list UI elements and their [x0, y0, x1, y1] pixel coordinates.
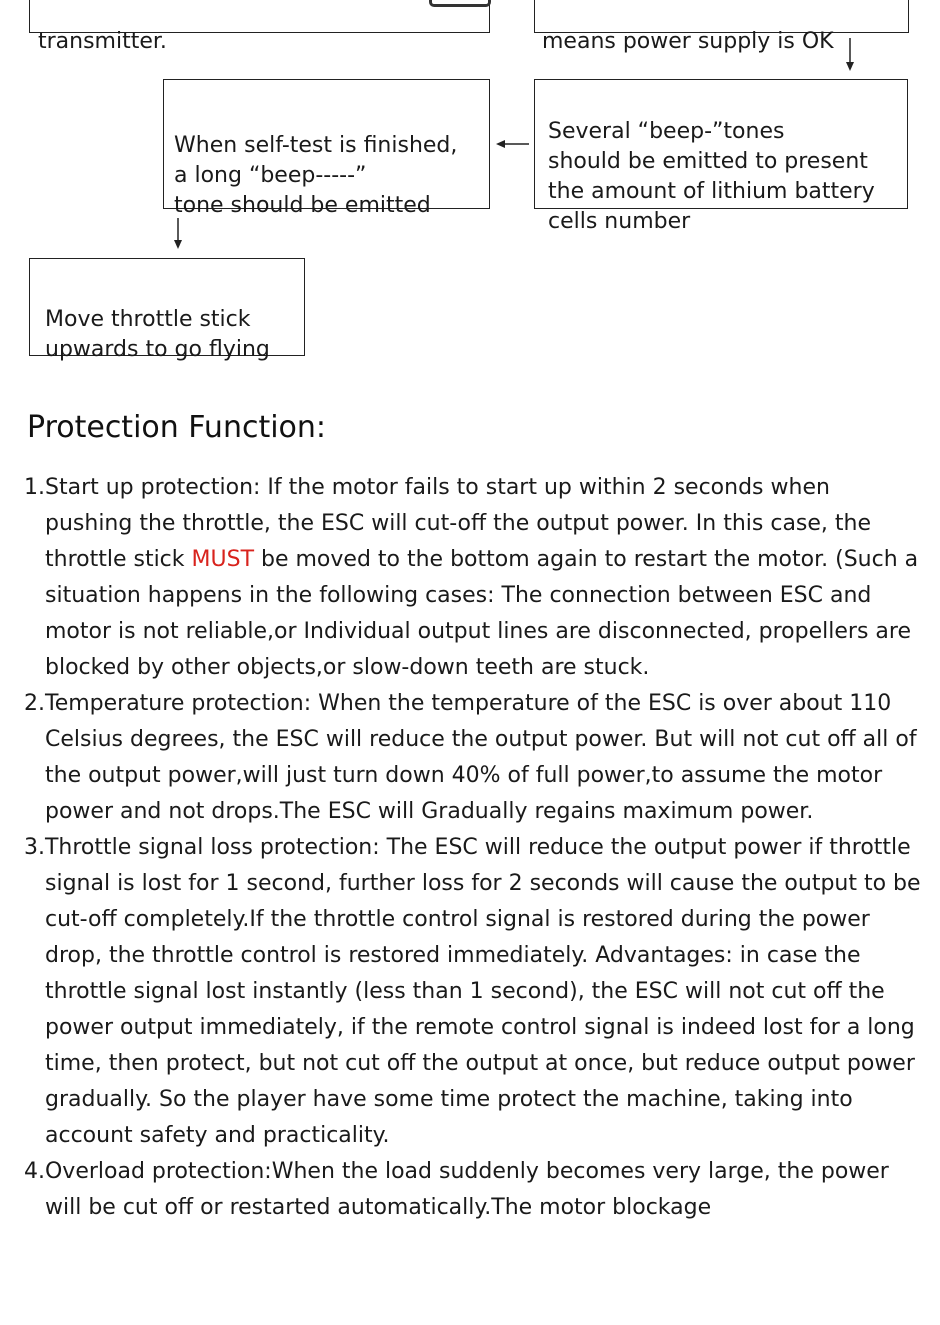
transmitter-icon: [429, 0, 491, 7]
arrow-left: [496, 138, 530, 150]
protection-item-startup-text-cont: be moved to the bottom again to restart the motor. (Such a situation happens in the following cases: The connection between ESC and motor is not reliable,or Individual output lines are disconnected, propellers are blocked by other objects,or slow-down teeth are stuck.: [45, 547, 919, 680]
flow-box-selftest-text: When self-test is finished, a long “beep-----” tone should be emitted: [174, 133, 458, 218]
protection-item-startup-text: 1.Start up protection: If the motor fails to start up within 2 seconds when pushing the throttle, the ESC will cut-off the output power. In this case, the throttle stick: [24, 475, 872, 572]
protection-item-startup: [24, 470, 924, 686]
arrow-down-left: [172, 218, 184, 250]
flow-box-power-text: means power supply is OK: [542, 29, 834, 54]
flow-box-beeps: [534, 79, 908, 234]
flow-box-power: [534, 0, 909, 54]
must-emphasis: MUST: [191, 547, 255, 572]
flow-box-transmitter-text: transmitter.: [38, 29, 167, 54]
flow-box-selftest: [163, 79, 490, 218]
arrow-down-right: [844, 38, 856, 72]
flow-box-beeps-text: Several “beep-”tones should be emitted to present the amount of lithium battery cells number: [548, 119, 875, 234]
protection-list: [24, 470, 924, 1226]
protection-item-overload: 4.Overload protection:When the load suddenly becomes very large, the power will be cut off or restarted automatically.The motor blockage: [24, 1159, 889, 1220]
protection-item-signal-loss: 3.Throttle signal loss protection: The ESC will reduce the output power if throttle signal is lost for 1 second, further loss for 2 seconds will cause the output to be cut-off completely.If the throttle control signal is restored during the power drop, the throttle control is restored immediately. Advantages: in case the throttle signal lost instantly (less than 1 second), the ESC will not cut off the power output immediately, if the remote control signal is indeed lost for a long time, then protect, but not cut off the output at once, but reduce output power gradually. So the player have some time protect the machine, taking into account safety and practicality.: [24, 835, 921, 1148]
flow-box-fly-text: Move throttle stick upwards to go flying: [45, 307, 270, 362]
flow-box-fly: [29, 258, 305, 362]
protection-item-temperature: 2.Temperature protection: When the temperature of the ESC is over about 110 Celsius degrees, the ESC will reduce the output power. But will not cut off all of the output power,will just turn down 40% of full power,to assume the motor power and not drops.The ESC will Gradually regains maximum power.: [24, 691, 917, 824]
flow-box-transmitter: [29, 0, 490, 54]
section-title: Protection Function:: [27, 410, 327, 445]
